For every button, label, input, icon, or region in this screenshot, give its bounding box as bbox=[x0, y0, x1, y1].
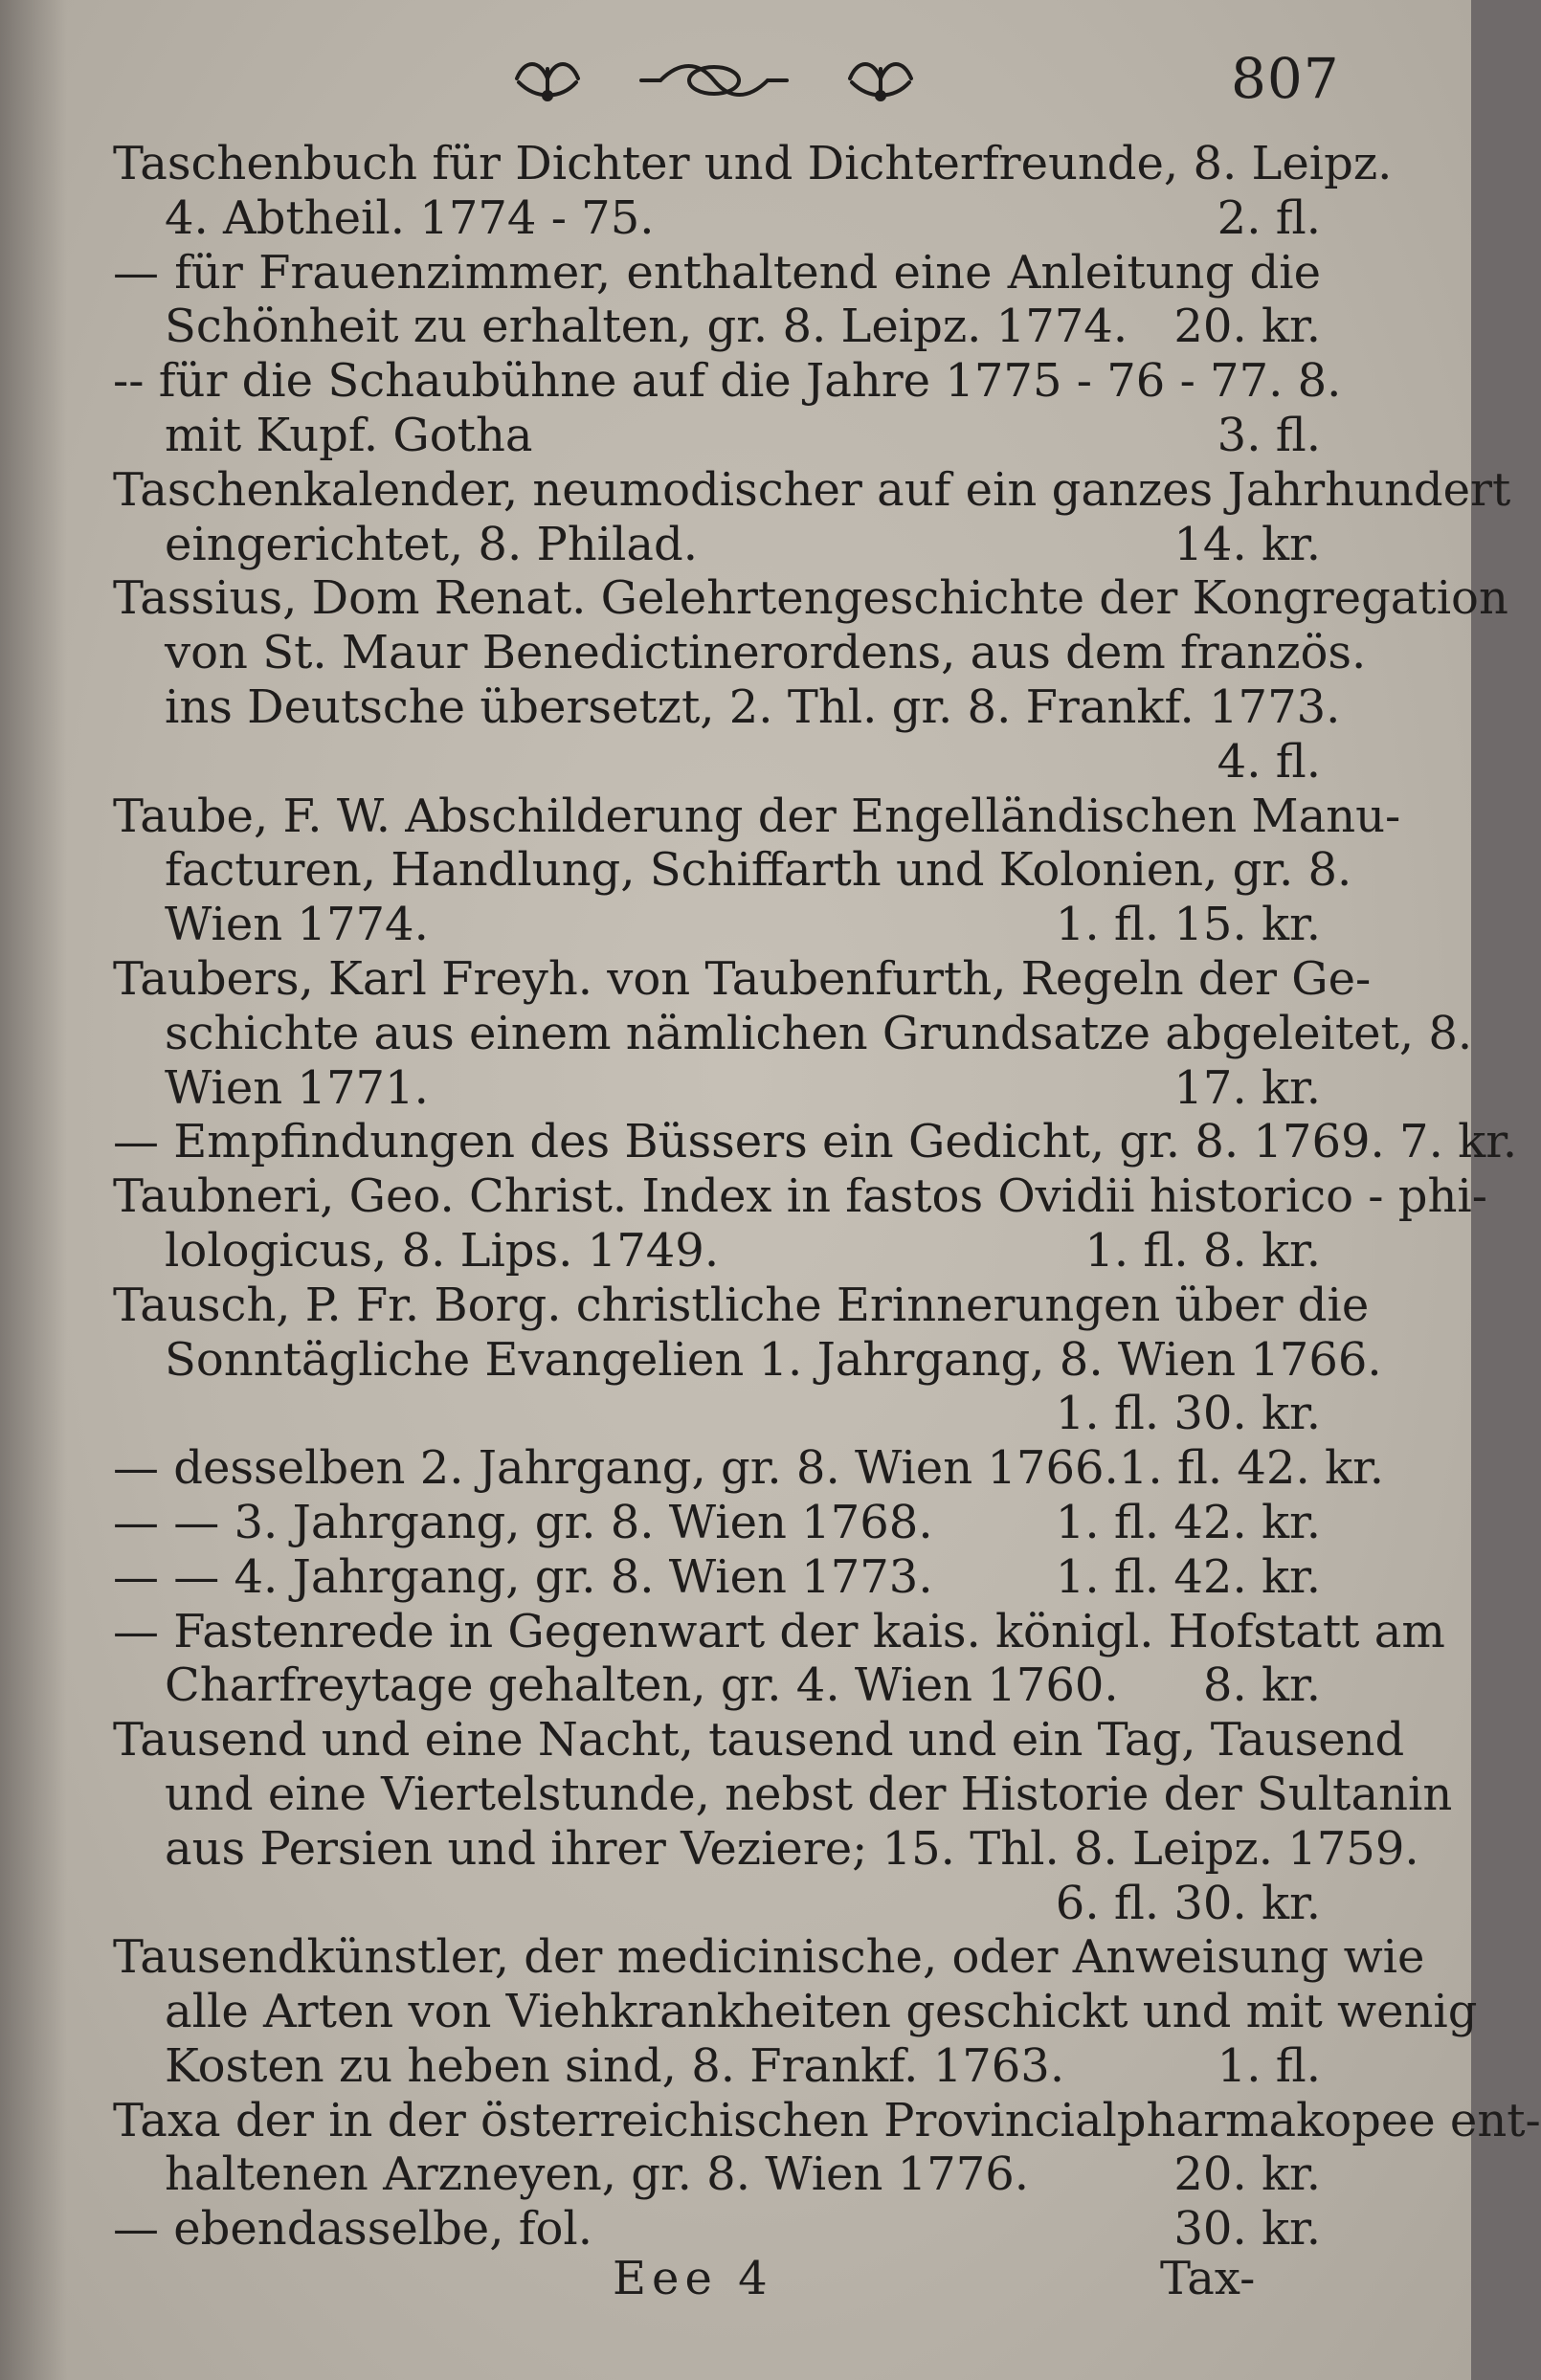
entry-text: — — 3. Jahrgang, gr. 8. Wien 1768. bbox=[113, 1495, 933, 1549]
entry-text: Wien 1771. bbox=[165, 1060, 429, 1115]
fleuron-icon bbox=[517, 64, 578, 100]
entry-line bbox=[113, 571, 1508, 626]
entry-line bbox=[113, 626, 1367, 680]
entry-line bbox=[113, 898, 1321, 952]
entry-price: 17. kr. bbox=[1173, 1060, 1321, 1115]
entry-price: 2. fl. bbox=[1217, 190, 1321, 245]
entry-line bbox=[113, 2039, 1321, 2094]
catalog-entry bbox=[113, 2093, 1541, 2203]
page-gutter-shadow bbox=[0, 0, 67, 2380]
entry-text: haltenen Arzneyen, gr. 8. Wien 1776. bbox=[165, 2147, 1030, 2202]
entry-line bbox=[113, 1604, 1445, 1659]
entry-line bbox=[113, 843, 1352, 898]
entry-price: 1. fl. bbox=[1217, 2038, 1321, 2093]
entry-text: Sonntägliche Evangelien 1. Jahrgang, 8. Wien 1766. bbox=[165, 1332, 1382, 1387]
entry-line bbox=[113, 1496, 1321, 1550]
entry-text: Taube, F. W. Abschilderung der Engelländischen Manu- bbox=[113, 789, 1401, 843]
entry-price: 30. kr. bbox=[1173, 2202, 1321, 2257]
entry-line bbox=[113, 951, 1372, 1007]
entry-text: Tausendkünstler, der medicinische, oder Anweisung wie bbox=[113, 1930, 1425, 1985]
entry-text: alle Arten von Viehkrankheiten geschickt und mit wenig bbox=[165, 1985, 1478, 2039]
entry-line bbox=[113, 735, 1321, 790]
entry-line bbox=[113, 1115, 1518, 1169]
entry-line bbox=[113, 137, 1393, 191]
entry-line bbox=[113, 1278, 1370, 1333]
entry-line bbox=[113, 2093, 1541, 2148]
entry-text: Taubneri, Geo. Christ. Index in fastos Ovidii historico - phi- bbox=[113, 1169, 1487, 1224]
entry-price: 1. fl. 8. kr. bbox=[1084, 1223, 1321, 1278]
catalog-entry bbox=[113, 1441, 1384, 1496]
entry-text: Kosten zu heben sind, 8. Frankf. 1763. bbox=[165, 2038, 1065, 2093]
entry-text: facturen, Handlung, Schiffarth und Kolonien, gr. 8. bbox=[165, 843, 1352, 898]
entry-text: aus Persien und ihrer Veziere; 15. Thl. 8. Leipz. 1759. bbox=[165, 1821, 1419, 1876]
entry-line bbox=[113, 1550, 1321, 1605]
entry-price: 20. kr. bbox=[1173, 2147, 1321, 2202]
entry-line bbox=[113, 1224, 1321, 1279]
entry-line bbox=[113, 1658, 1321, 1713]
entry-text: lologicus, 8. Lips. 1749. bbox=[165, 1223, 720, 1278]
catalog-entry bbox=[113, 1278, 1382, 1441]
entry-text: Tausend und eine Nacht, tausend und ein Tag, Tausend bbox=[113, 1713, 1405, 1768]
entry-price: 4. fl. bbox=[1217, 734, 1321, 789]
entry-text: von St. Maur Benedictinerordens, aus dem französ. bbox=[165, 626, 1367, 680]
entry-text: — desselben 2. Jahrgang, gr. 8. Wien 1766. bbox=[113, 1441, 1119, 1496]
catalog-entry bbox=[113, 571, 1508, 789]
page-number: 807 bbox=[1231, 46, 1340, 111]
flourish-icon bbox=[641, 66, 787, 95]
entry-text: ins Deutsche übersetzt, 2. Thl. gr. 8. Frankf. 1773. bbox=[165, 679, 1341, 734]
entry-price: 1. fl. 15. kr. bbox=[1055, 898, 1321, 952]
entry-line bbox=[113, 191, 1321, 246]
entry-line bbox=[113, 1877, 1321, 1931]
entry-text: eingerichtet, 8. Philad. bbox=[165, 517, 698, 571]
entry-line bbox=[113, 1713, 1405, 1768]
entry-price: 1. fl. 42. kr. bbox=[1118, 1441, 1384, 1496]
entry-price: 1. fl. 30. kr. bbox=[1055, 1387, 1321, 1441]
entry-line bbox=[113, 1985, 1478, 2039]
entry-text: — für Frauenzimmer, enthaltend eine Anleitung die bbox=[113, 245, 1321, 300]
entry-text: — — 4. Jahrgang, gr. 8. Wien 1773. bbox=[113, 1549, 933, 1604]
entry-text: Taschenbuch für Dichter und Dichterfreunde, 8. Leipz. bbox=[113, 137, 1393, 190]
catalog-entry bbox=[113, 951, 1473, 1115]
entry-price: 1. fl. 42. kr. bbox=[1055, 1549, 1321, 1604]
entry-price: 3. fl. bbox=[1217, 408, 1321, 462]
entry-text: Taxa der in der österreichischen Provincialpharmakopee ent- bbox=[113, 2093, 1541, 2147]
catalog-entry bbox=[113, 354, 1342, 463]
entry-line bbox=[113, 300, 1321, 354]
entry-price: 14. kr. bbox=[1173, 517, 1321, 571]
entry-text: — Fastenrede in Gegenwart der kais. königl. Hofstatt am bbox=[113, 1604, 1445, 1658]
entry-line bbox=[113, 1821, 1419, 1877]
index-entries bbox=[113, 137, 1541, 2257]
entry-price: 1. fl. 42. kr. bbox=[1055, 1495, 1321, 1549]
entry-line bbox=[113, 462, 1511, 518]
catchword: Tax- bbox=[1160, 2252, 1256, 2305]
catalog-entry bbox=[113, 1115, 1518, 1169]
catalog-entry bbox=[113, 1604, 1445, 1714]
entry-price: 8. kr. bbox=[1202, 1658, 1321, 1713]
entry-text: Schönheit zu erhalten, gr. 8. Leipz. 1774. bbox=[165, 300, 1128, 354]
catalog-entry bbox=[113, 789, 1401, 952]
entry-line bbox=[113, 1930, 1425, 1985]
entry-text: schichte aus einem nämlichen Grundsatze abgeleitet, 8. bbox=[165, 1006, 1473, 1060]
fleuron-icon bbox=[850, 64, 911, 100]
entry-text: 4. Abtheil. 1774 - 75. bbox=[165, 190, 655, 245]
entry-text: -- für die Schaubühne auf die Jahre 1775 - 76 - 77. 8. bbox=[113, 354, 1342, 409]
entry-text: mit Kupf. Gotha bbox=[165, 408, 533, 462]
signature-mark: Eee 4 bbox=[613, 2252, 773, 2305]
entry-line bbox=[113, 1169, 1487, 1224]
entry-line bbox=[113, 1767, 1453, 1822]
entry-line bbox=[113, 409, 1321, 463]
page-header bbox=[0, 29, 1471, 134]
entry-line bbox=[113, 1332, 1382, 1388]
catalog-entry bbox=[113, 137, 1393, 246]
catalog-entry bbox=[113, 1930, 1478, 2093]
header-ornaments bbox=[498, 50, 948, 107]
entry-line bbox=[113, 246, 1321, 300]
entry-text: — Empfindungen des Büssers ein Gedicht, gr. 8. 1769. 7. kr. bbox=[113, 1115, 1518, 1169]
entry-line bbox=[113, 2147, 1321, 2202]
entry-line bbox=[113, 1006, 1473, 1061]
catalog-entry bbox=[113, 246, 1321, 355]
catalog-entry bbox=[113, 1169, 1487, 1279]
entry-line bbox=[113, 1061, 1321, 1116]
catalog-entry bbox=[113, 462, 1511, 572]
entry-line bbox=[113, 1387, 1321, 1441]
page-footer bbox=[0, 2244, 1471, 2311]
entry-text: — ebendasselbe, fol. bbox=[113, 2202, 592, 2257]
catalog-entry bbox=[113, 1713, 1453, 1930]
entry-price: 20. kr. bbox=[1173, 300, 1321, 354]
entry-price: 6. fl. 30. kr. bbox=[1055, 1876, 1321, 1930]
entry-text: Tausch, P. Fr. Borg. christliche Erinnerungen über die bbox=[113, 1278, 1370, 1332]
entry-text: Taschenkalender, neumodischer auf ein ganzes Jahrhundert bbox=[113, 462, 1511, 517]
entry-text: Wien 1774. bbox=[165, 898, 429, 952]
entry-line bbox=[113, 789, 1401, 844]
entry-text: und eine Viertelstunde, nebst der Historie der Sultanin bbox=[165, 1767, 1453, 1821]
entry-line bbox=[113, 1441, 1384, 1496]
catalog-entry bbox=[113, 1550, 1321, 1605]
entry-text: Charfreytage gehalten, gr. 4. Wien 1760. bbox=[165, 1658, 1119, 1713]
entry-line bbox=[113, 354, 1342, 409]
entry-text: Tassius, Dom Renat. Gelehrtengeschichte der Kongregation bbox=[113, 571, 1508, 626]
entry-text: Taubers, Karl Freyh. von Taubenfurth, Regeln der Ge- bbox=[113, 951, 1372, 1006]
catalog-entry bbox=[113, 1496, 1321, 1550]
entry-line bbox=[113, 518, 1321, 572]
entry-line bbox=[113, 679, 1341, 735]
